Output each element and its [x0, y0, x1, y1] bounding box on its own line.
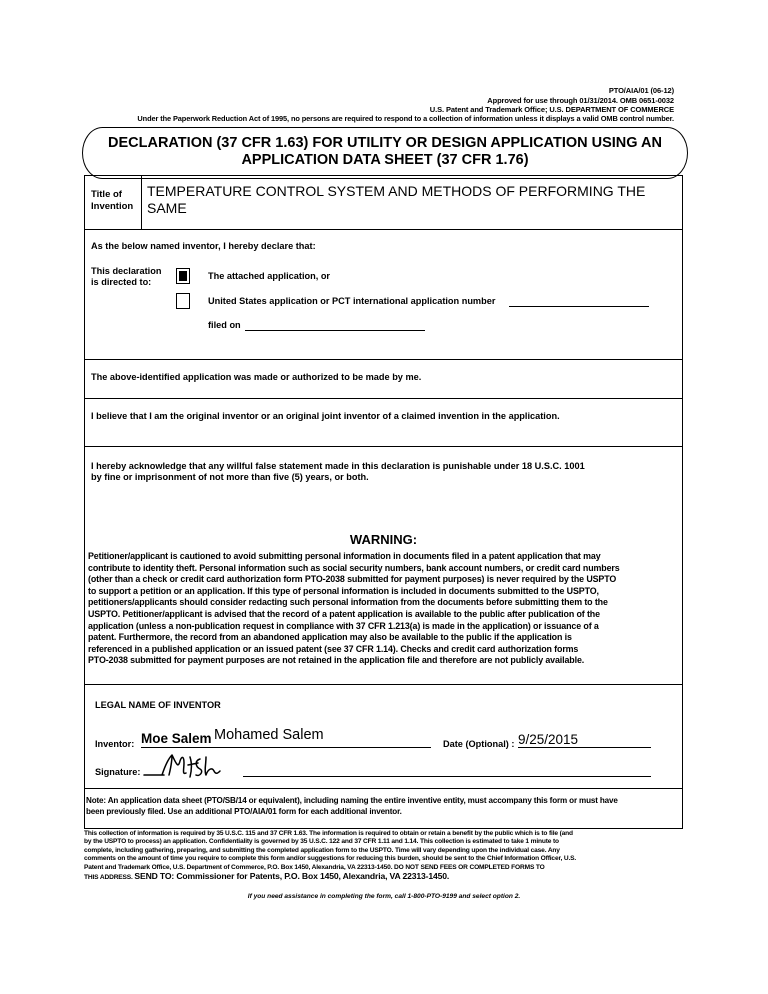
filed-on-label: filed on — [208, 320, 241, 330]
signature-line[interactable] — [243, 776, 651, 777]
handwritten-signature — [142, 751, 252, 781]
inventor-name-handwritten: Moe Salem — [141, 731, 212, 746]
send-to-address: SEND TO: Commissioner for Patents, P.O. Box 1450, Alexandria, VA 22313-1450. — [134, 871, 450, 882]
date-line — [518, 747, 651, 748]
legal-name-heading: LEGAL NAME OF INVENTOR — [95, 700, 221, 710]
divider — [85, 788, 682, 789]
divider — [85, 229, 682, 230]
divider — [85, 398, 682, 399]
attached-application-checkbox[interactable] — [176, 268, 190, 284]
declaration-intro: As the below named inventor, I hereby declare that: — [91, 241, 316, 251]
directed-to-label: This declaration is directed to: — [91, 266, 162, 288]
divider — [85, 684, 682, 685]
divider — [85, 359, 682, 360]
filed-on-line[interactable] — [245, 330, 425, 331]
warning-heading: WARNING: — [349, 532, 418, 547]
us-application-label: United States application or PCT international application number — [208, 296, 496, 306]
declaration-form — [84, 175, 683, 829]
assistance-line: If you need assistance in completing the form, call 1-800-PTO-9199 and select option 2. — [247, 893, 521, 900]
warning-text: Petitioner/applicant is cautioned to avoid submitting personal information in documents filed in a patent application that may contribute to identity theft. Personal information such as social security numbers, bank account numbers, or credit card numbers (other than a check or credit card authorization form PTO-2038 submitted for payment purposes) is never required by the USPTO to support a petition or an application. If this type of personal information is included in documents submitted to the USPTO, petitioners/applicants should consider redacting such personal information from the documents before submitting them to the USPTO. Petitioner/applicant is advised that the record of a patent application is available to the public after publication of the application (unless a non-publication request in compliance with 37 CFR 1.213(a) is made in the application) or issuance of a patent. Furthermore, the record from an abandoned application may also be available to the public if the application is referenced in a published application or an issued patent (see 37 CFR 1.14). Checks and credit card authorization forms PTO-2038 submitted for payment purposes are not retained in the application file and therefore are not publicly available. — [88, 551, 620, 666]
statement-acknowledge: I hereby acknowledge that any willful false statement made in this declaration is punishable under 18 U.S.C. 1001 by fine or imprisonment of not more than five (5) years, or both. — [91, 461, 585, 483]
statement-authorized: The above-identified application was made or authorized to be made by me. — [91, 372, 422, 382]
application-number-line[interactable] — [509, 306, 649, 307]
statement-inventor: I believe that I am the original inventor or an original joint inventor of a claimed invention in the application. — [91, 411, 560, 421]
divider — [85, 446, 682, 447]
declaration-title-box — [82, 127, 688, 179]
ads-note: Note: An application data sheet (PTO/SB/14 or equivalent), including naming the entire inventive entity, must accompany this form or must have been previously filed. Use an additional PTO/AIA/01 form for each additional inventor. — [86, 796, 618, 816]
inventor-name-line — [141, 747, 431, 748]
invention-divider — [141, 176, 142, 229]
form-id: PTO/AIA/01 (06-12) — [608, 86, 674, 95]
attached-application-label: The attached application, or — [208, 271, 331, 281]
us-application-checkbox[interactable] — [176, 293, 190, 309]
omb-approval: Approved for use through 01/31/2014. OMB 0651-0032 — [487, 96, 674, 105]
burden-statement: This collection of information is required by 35 U.S.C. 115 and 37 CFR 1.63. The information is required to obtain or retain a benefit by the public which is to file (and by the USPTO to process) an application. Confidentiality is governed by 35 U.S.C. 122 and 37 CFR 1.11 and 1.14. This collection is estimated to take 1 minute to complete, including gathering, preparing, and submitting the completed application form to the USPTO. Time will vary depending upon the individual case. Any comments on the amount of time you require to complete this form and/or suggestions for reducing this burden, should be sent to the Chief Information Officer, U.S. Patent and Trademark Office, U.S. Department of Commerce, P.O. Box 1450, Alexandria, VA 22313-1450. DO NOT SEND FEES OR COMPLETED FORMS TO THIS ADDRESS. SEND TO: Commissioner for Patents, P.O. Box 1450, Alexandria, VA 22313-1450. — [84, 830, 577, 882]
inventor-label: Inventor: — [95, 739, 135, 749]
date-label: Date (Optional) : — [443, 739, 515, 749]
uspto-office: U.S. Patent and Trademark Office; U.S. DEPARTMENT OF COMMERCE — [429, 105, 674, 114]
invention-title: TEMPERATURE CONTROL SYSTEM AND METHODS OF PERFORMING THE SAME — [147, 183, 646, 216]
paperwork-notice: Under the Paperwork Reduction Act of 1995, no persons are required to respond to a collection of information unless it displays a valid OMB control number. — [137, 114, 674, 123]
date-field[interactable]: 9/25/2015 — [518, 732, 579, 747]
inventor-name-field[interactable]: Mohamed Salem — [214, 727, 324, 743]
signature-label: Signature: — [95, 767, 141, 777]
invention-title-label: Title of Invention — [91, 189, 134, 212]
declaration-title: DECLARATION (37 CFR 1.63) FOR UTILITY OR DESIGN APPLICATION USING AN APPLICATION DATA SHEET (37 CFR 1.76) — [108, 135, 662, 168]
